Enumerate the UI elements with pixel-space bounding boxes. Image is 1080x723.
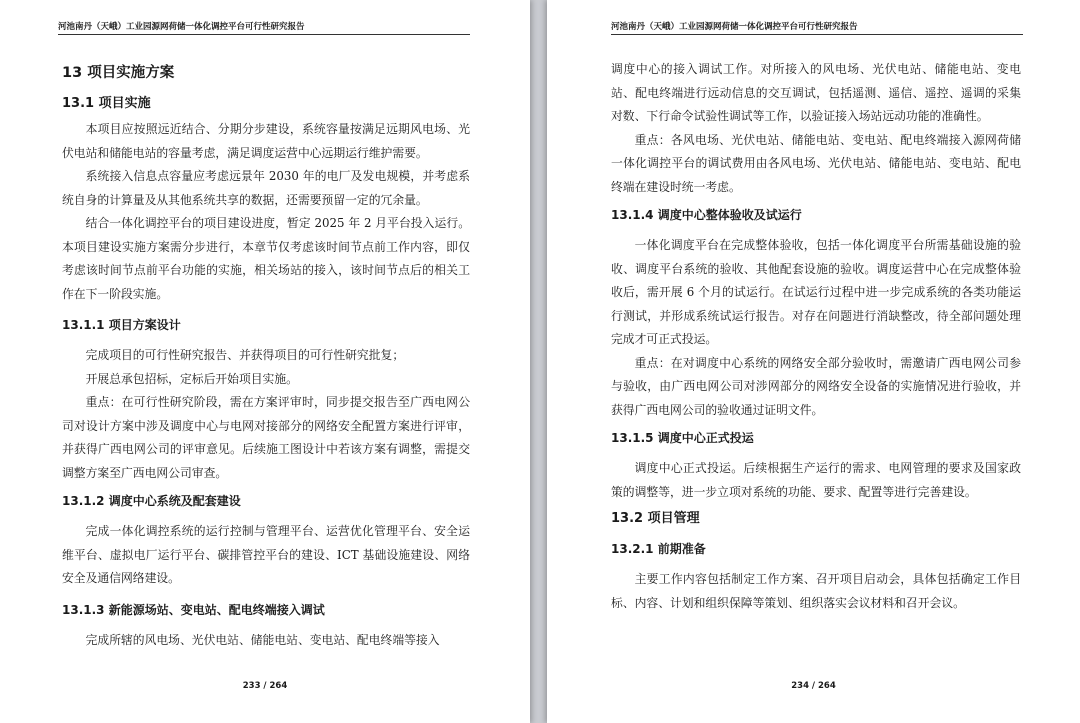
subsection-heading: 13.1.2 调度中心系统及配套建设: [62, 494, 241, 508]
paragraph: 完成一体化调控系统的运行控制与管理平台、运营优化管理平台、安全运维平台、虚拟电厂运行平台、碳排管控平台的建设、ICT 基础设施建设、网络安全及通信网络建设。: [62, 524, 470, 585]
section-heading: 13.2 项目管理: [611, 511, 700, 526]
running-header: 河池南丹（天峨）工业园源网荷储一体化调控平台可行性研究报告: [58, 20, 470, 35]
paragraph: 重点：各风电场、光伏电站、储能电站、变电站、配电终端接入源网荷储一体化调控平台的调试费用由各风电场、光伏电站、储能电站、变电站、配电终端在建设时统一考虑。: [611, 132, 1021, 194]
paragraph: 一体化调度平台在完成整体验收，包括一体化调度平台所需基础设施的验收、调度平台系统的验收、其他配套设施的验收。调度运营中心在完成整体验收后，需开展 6 个月的试运行。在试运行过程中进一步完成系统的各类功能运行测试，并形成系统试运行报告。对存在问题进行消缺整改，待全部问题处理完成才可正式投运。: [611, 238, 1021, 346]
paragraph: 完成所辖的风电场、光伏电站、储能电站、变电站、配电终端等接入: [85, 632, 440, 647]
page-content: [62, 58, 470, 652]
paragraph: 主要工作内容包括制定工作方案、召开项目启动会，具体包括确定工作目标、内容、计划和组织保障等策划、组织落实会议材料和召开会议。: [611, 572, 1021, 610]
paragraph: 重点：在对调度中心系统的网络安全部分验收时，需邀请广西电网公司参与验收，由广西电网公司对涉网部分的网络安全设备的实施情况进行验收，并获得广西电网公司的验收通过证明文件。: [611, 355, 1021, 417]
paragraph: 系统接入信息点容量应考虑远景年 2030 年的电厂及发电规模，并考虑系统自身的计算量及从其他系统共享的数据，还需要预留一定的冗余量。: [62, 169, 470, 207]
subsection-heading: 13.2.1 前期准备: [611, 542, 706, 556]
page-number: 234 / 264: [791, 681, 836, 691]
document-page-left: [0, 0, 530, 723]
paragraph: 重点：在可行性研究阶段，需在方案评审时，同步提交报告至广西电网公司对设计方案中涉及调度中心与电网对接部分的网络安全配置方案进行评审，并获得广西电网公司的评审意见。后续施工图设计中若该方案有调整，需提交调整方案至广西电网公司审查。: [62, 395, 470, 480]
subsection-heading: 13.1.4 调度中心整体验收及试运行: [611, 208, 802, 222]
paragraph: 调度中心正式投运。后续根据生产运行的需求、电网管理的要求及国家政策的调整等，进一步立项对系统的功能、要求、配置等进行完善建设。: [611, 461, 1021, 499]
section-heading: 13.1 项目实施: [62, 96, 151, 111]
chapter-heading: 13 项目实施方案: [62, 65, 175, 81]
running-header: 河池南丹（天峨）工业园源网荷储一体化调控平台可行性研究报告: [611, 20, 1023, 35]
paragraph: 完成项目的可行性研究报告、并获得项目的可行性研究批复；: [85, 348, 405, 362]
paragraph: 开展总承包招标，定标后开始项目实施。: [85, 371, 298, 386]
page-content: [611, 58, 1021, 615]
subsection-heading: 13.1.1 项目方案设计: [62, 318, 181, 332]
paragraph: 调度中心的接入调试工作。对所接入的风电场、光伏电站、储能电站、变电站、配电终端进行远动信息的交互调试，包括遥测、遥信、遥控、遥调的采集对数、下行命令试验性调试等工作，以验证接入场站远动功能的准确性。: [611, 62, 1021, 123]
subsection-heading: 13.1.3 新能源场站、变电站、配电终端接入调试: [62, 602, 325, 617]
page-number: 233 / 264: [242, 681, 288, 691]
document-page-right: [547, 0, 1080, 723]
paragraph: 本项目应按照远近结合、分期分步建设，系统容量按满足远期风电场、光伏电站和储能电站的容量考虑，满足调度运营中心远期运行维护需要。: [62, 122, 470, 160]
subsection-heading: 13.1.5 调度中心正式投运: [611, 431, 754, 445]
paragraph: 结合一体化调控平台的项目建设进度，暂定 2025 年 2 月平台投入运行。本项目建设实施方案需分步进行，本章节仅考虑该时间节点前工作内容，即仅考虑该时间节点前平台功能的实施，相关场站的接入，该时间节点后的相关工作在下一阶段实施。: [62, 216, 470, 301]
